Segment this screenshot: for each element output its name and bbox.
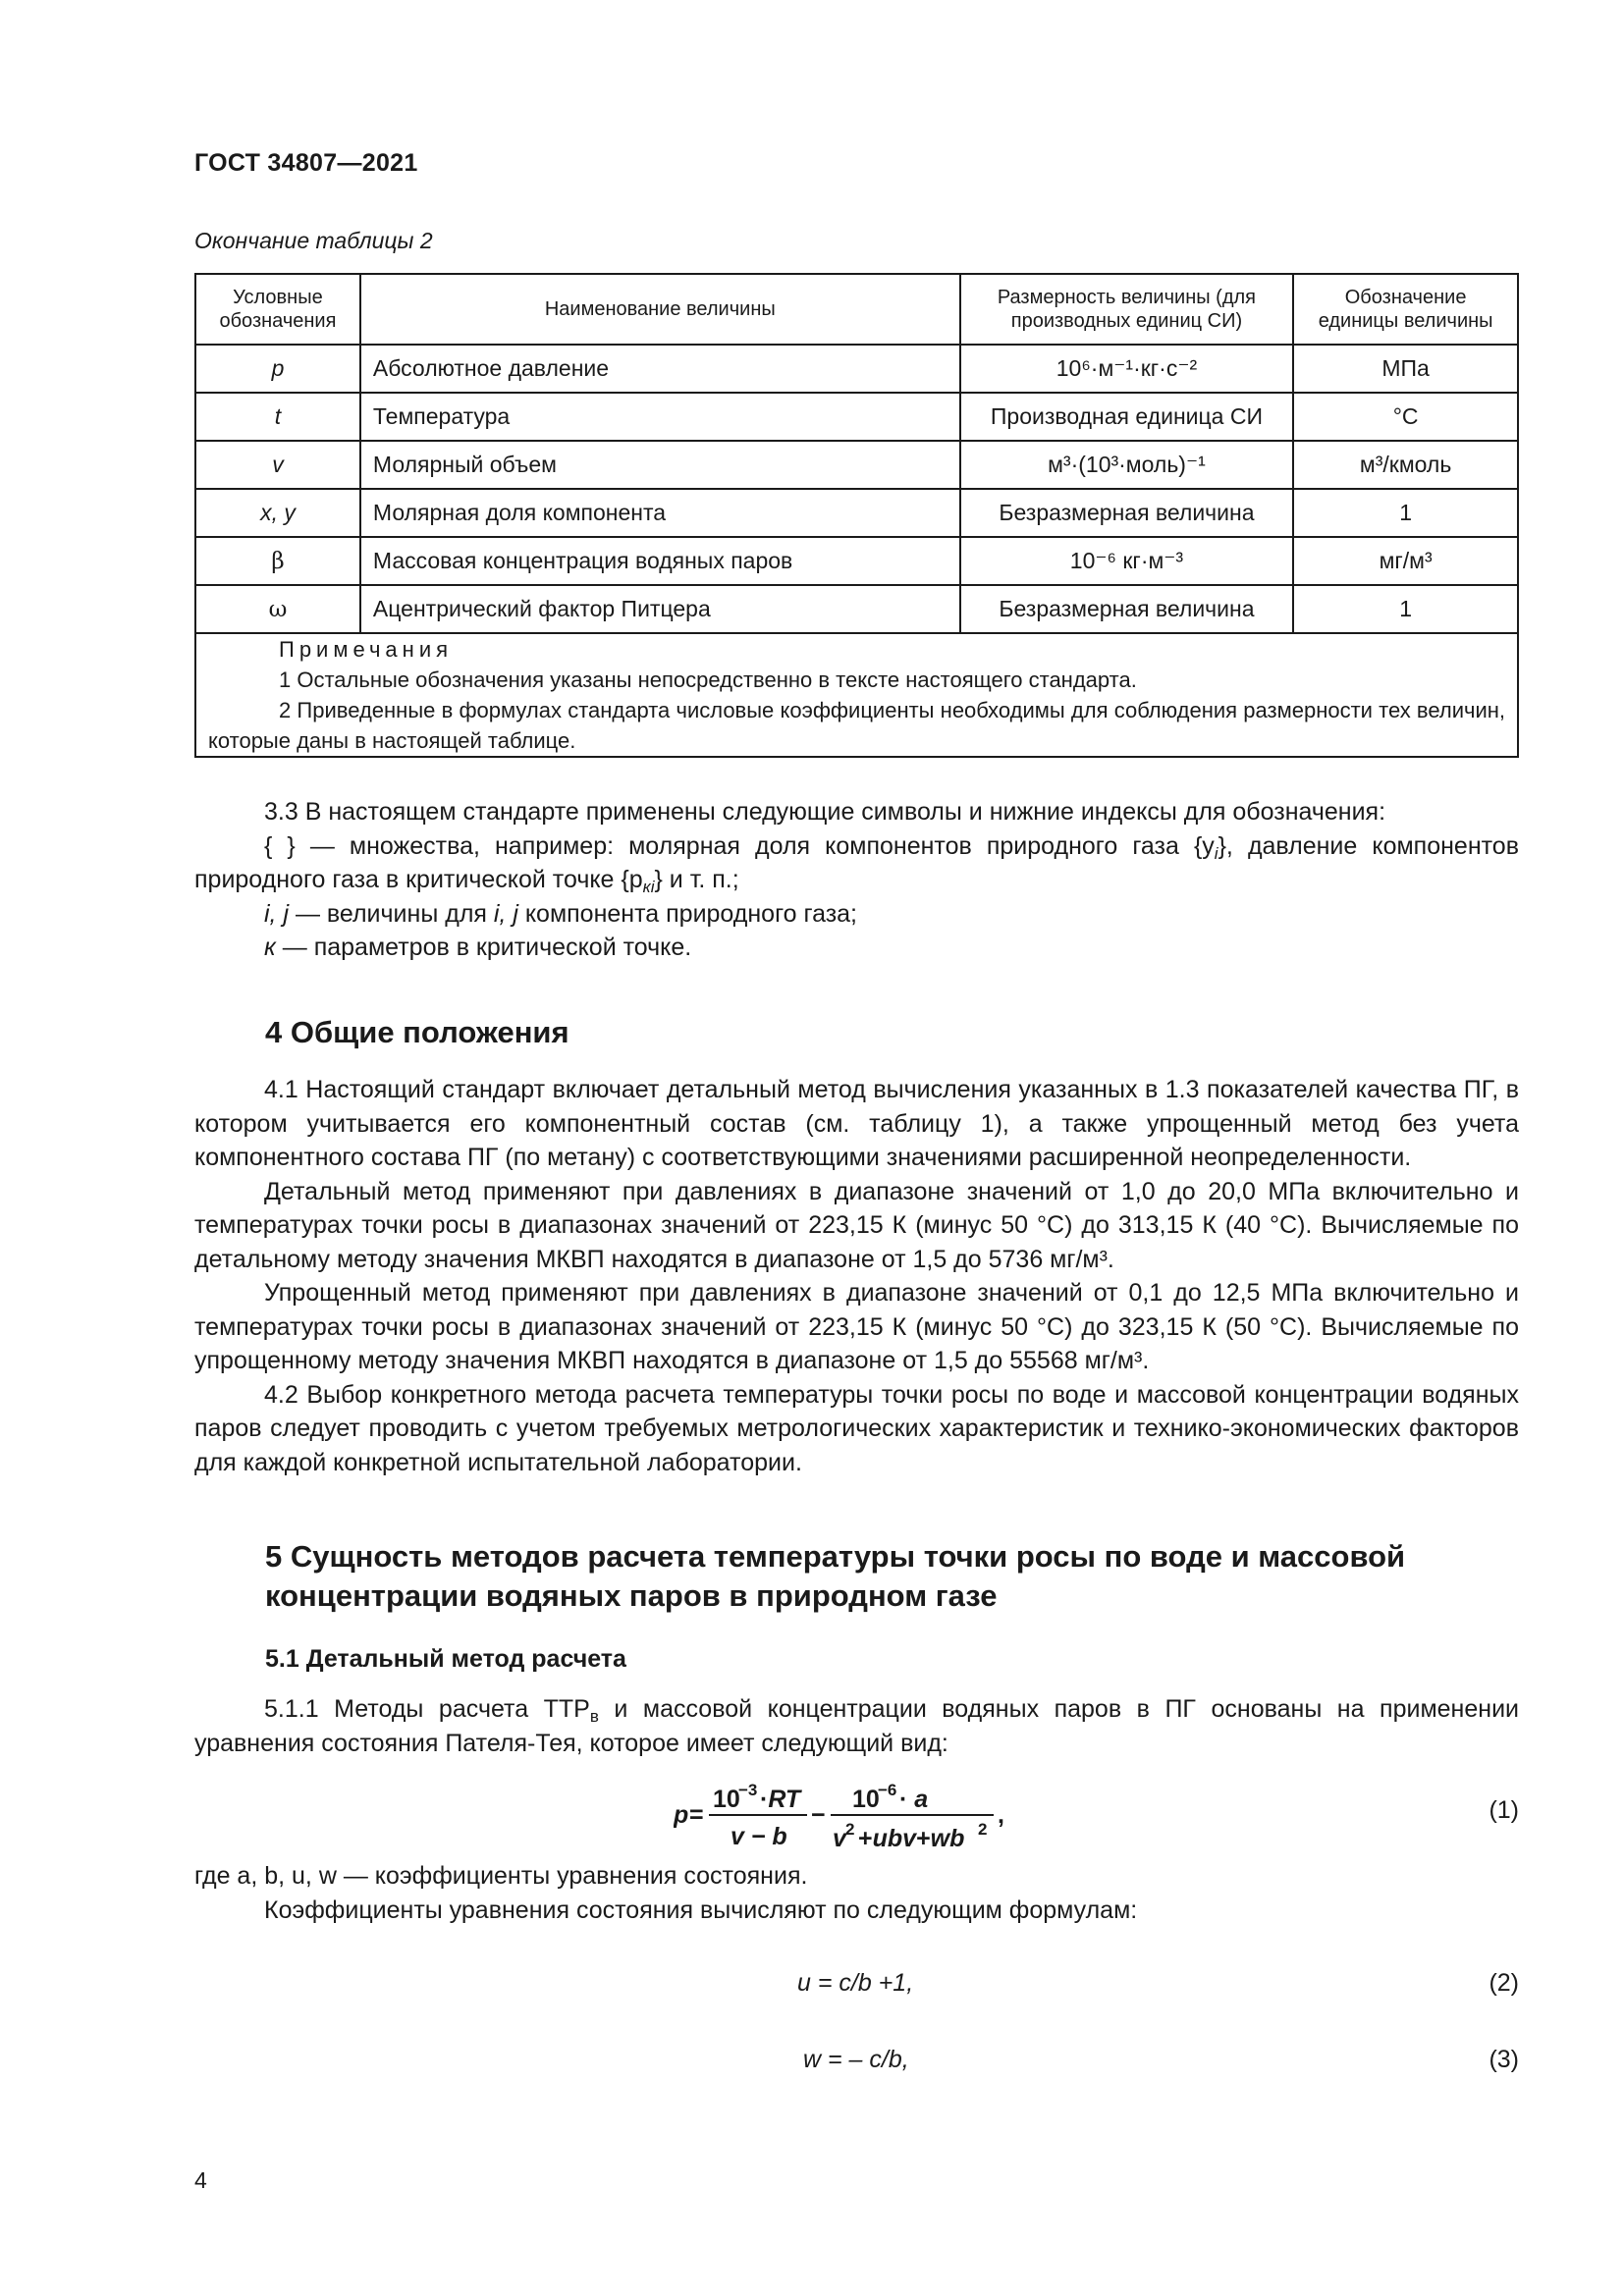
s4-p4: 4.2 Выбор конкретного метода расчета температуры точки росы по воде и массовой концентрации водяных паров следует проводить с учетом требуемых метрологических характеристик и технико-экономических факторов для каждой конкретной испытательной лаборатории. <box>194 1380 1519 1476</box>
cell-unit: МПа <box>1293 345 1518 393</box>
section-4-title: 4 Общие положения <box>265 1015 569 1049</box>
cell-name: Абсолютное давление <box>360 345 960 393</box>
s4-p3: Упрощенный метод применяют при давлениях в диапазоне значений от 0,1 до 12,5 МПа включительно и температурах точки росы в диапазонах значений от 223,15 К (минус 50 °С) до 323,15 К (50 °С). Вычисляемые по упрощенному методу значения МКВП находятся в диапазоне от 1,5 до 55568 мг/м³. <box>194 1279 1519 1374</box>
section-5-title: 5 Сущность методов расчета температуры точки росы по воде и массовой концентрации водяных паров в природном газе <box>265 1539 1406 1613</box>
s5-p1: 5.1.1 Методы расчета $ТТР_в$ и массовой концентрации водяных паров в ПГ основаны на применении уравнения состояния Пателя-Тея, которое имеет следующий вид: <box>194 1695 1519 1757</box>
section-3-3 <box>194 795 1519 965</box>
table-row <box>195 489 1518 537</box>
col-header-dimension: Размерность величины (для производных единиц СИ) <box>960 274 1294 345</box>
svg-text:p: p <box>674 1801 689 1829</box>
s5-coef: Коэффициенты уравнения состояния вычисляют по следующим формулам: <box>264 1896 1138 1924</box>
note-item: 1 Остальные обозначения указаны непосредственно в тексте настоящего стандарта. <box>279 667 1137 692</box>
cell-symbol: t <box>195 393 360 441</box>
note-item: 2 Приведенные в формулах стандарта числовые коэффициенты необходимы для соблюдения размерности тех величин, которые даны в настоящей таблице. <box>208 698 1505 753</box>
table-caption: Окончание таблицы 2 <box>194 228 433 253</box>
cell-name: Ацентрический фактор Питцера <box>360 585 960 633</box>
cell-symbol: ω <box>195 585 360 633</box>
equation-3-number: (3) <box>1489 2046 1519 2073</box>
svg-text:−: − <box>811 1801 826 1829</box>
svg-text:,: , <box>998 1801 1004 1829</box>
symbols-table <box>194 273 1519 758</box>
svg-text:=: = <box>689 1801 704 1829</box>
cell-unit: мг/м³ <box>1293 537 1518 585</box>
table-notes-row <box>195 633 1518 757</box>
table-row <box>195 441 1518 489</box>
notes-title: Примечания <box>279 637 454 662</box>
table-row <box>195 393 1518 441</box>
svg-text:10: 10 <box>852 1786 880 1813</box>
s33-k: к — параметров в критической точке. <box>264 934 692 961</box>
s5-where: где a, b, u, w — коэффициенты уравнения состояния. Коэффициенты уравнения состояния вычисляют по следующим формулам: <box>194 1859 1519 1927</box>
cell-symbol: β <box>195 537 360 585</box>
cell-dimension: 10⁶·м⁻¹·кг·с⁻² <box>960 345 1294 393</box>
svg-text:·RT: ·RT <box>760 1786 801 1813</box>
section-5-1-title: 5.1 Детальный метод расчета <box>265 1645 626 1673</box>
cell-dimension: 10⁻⁶ кг·м⁻³ <box>960 537 1294 585</box>
col-header-name: Наименование величины <box>360 274 960 345</box>
cell-dimension: Производная единица СИ <box>960 393 1294 441</box>
table-notes <box>195 633 1518 757</box>
svg-text:v − b: v − b <box>731 1823 787 1850</box>
svg-text:v: v <box>833 1825 846 1852</box>
table-row <box>195 585 1518 633</box>
table-header-row <box>195 274 1518 345</box>
cell-name: Массовая концентрация водяных паров <box>360 537 960 585</box>
cell-unit: 1 <box>1293 489 1518 537</box>
svg-text:+ubv+wb: +ubv+wb <box>858 1825 965 1852</box>
page-number: 4 <box>194 2167 207 2193</box>
table-row <box>195 537 1518 585</box>
equation-3: w = – c/b, <box>803 2046 909 2073</box>
s33-braces: { } — множества, например: молярная доля компонентов природного газа $\{y_i\}$, давление компонентов природного газа в критической точке $\{p_{кi}\}$ и т. п.; <box>194 831 1519 897</box>
cell-dimension: м³·(10³·моль)⁻¹ <box>960 441 1294 489</box>
svg-text:· a: · a <box>899 1786 929 1813</box>
svg-text:2: 2 <box>978 1820 988 1839</box>
cell-dimension: Безразмерная величина <box>960 489 1294 537</box>
s33-ij: i, j — величины для i, j компонента природного газа; <box>264 899 858 928</box>
table-row <box>195 345 1518 393</box>
equation-2-number: (2) <box>1489 1969 1519 1997</box>
svg-text:−3: −3 <box>738 1781 758 1799</box>
section-4-body <box>194 1073 1519 1479</box>
col-header-unit: Обозначение единицы величины <box>1293 274 1518 345</box>
svg-text:−6: −6 <box>878 1781 897 1799</box>
cell-symbol: x, y <box>195 489 360 537</box>
col-header-symbol: Условные обозначения <box>195 274 360 345</box>
cell-name: Молярный объем <box>360 441 960 489</box>
s4-p1: 4.1 Настоящий стандарт включает детальный метод вычисления указанных в 1.3 показателей качества ПГ, в котором учитывается его компонентный состав (см. таблицу 1), а также упрощенный метод без учета компонентного состава ПГ (по метану) с соответствующими значениями расширенной неопределенности. <box>194 1076 1519 1171</box>
cell-symbol: v <box>195 441 360 489</box>
cell-symbol: p <box>195 345 360 393</box>
s33-intro: 3.3 В настоящем стандарте применены следующие символы и нижние индексы для обозначения: <box>264 798 1386 826</box>
cell-unit: 1 <box>1293 585 1518 633</box>
cell-unit: м³/кмоль <box>1293 441 1518 489</box>
cell-name: Молярная доля компонента <box>360 489 960 537</box>
s4-p2: Детальный метод применяют при давлениях в диапазоне значений от 1,0 до 20,0 МПа включительно и температурах точки росы в диапазонах значений от 223,15 К (минус 50 °С) до 313,15 К (40 °С). Вычисляемые по детальному методу значения МКВП находятся в диапазоне от 1,5 до 5736 мг/м³. <box>194 1177 1519 1273</box>
cell-name: Температура <box>360 393 960 441</box>
equation-2: u = c/b +1, <box>797 1969 914 1997</box>
cell-dimension: Безразмерная величина <box>960 585 1294 633</box>
cell-unit: °C <box>1293 393 1518 441</box>
equation-1-number: (1) <box>1489 1796 1519 1824</box>
document-header: ГОСТ 34807—2021 <box>194 149 418 177</box>
equation-1-formula <box>674 1773 1047 1859</box>
svg-text:2: 2 <box>845 1820 855 1839</box>
svg-text:10: 10 <box>713 1786 740 1813</box>
